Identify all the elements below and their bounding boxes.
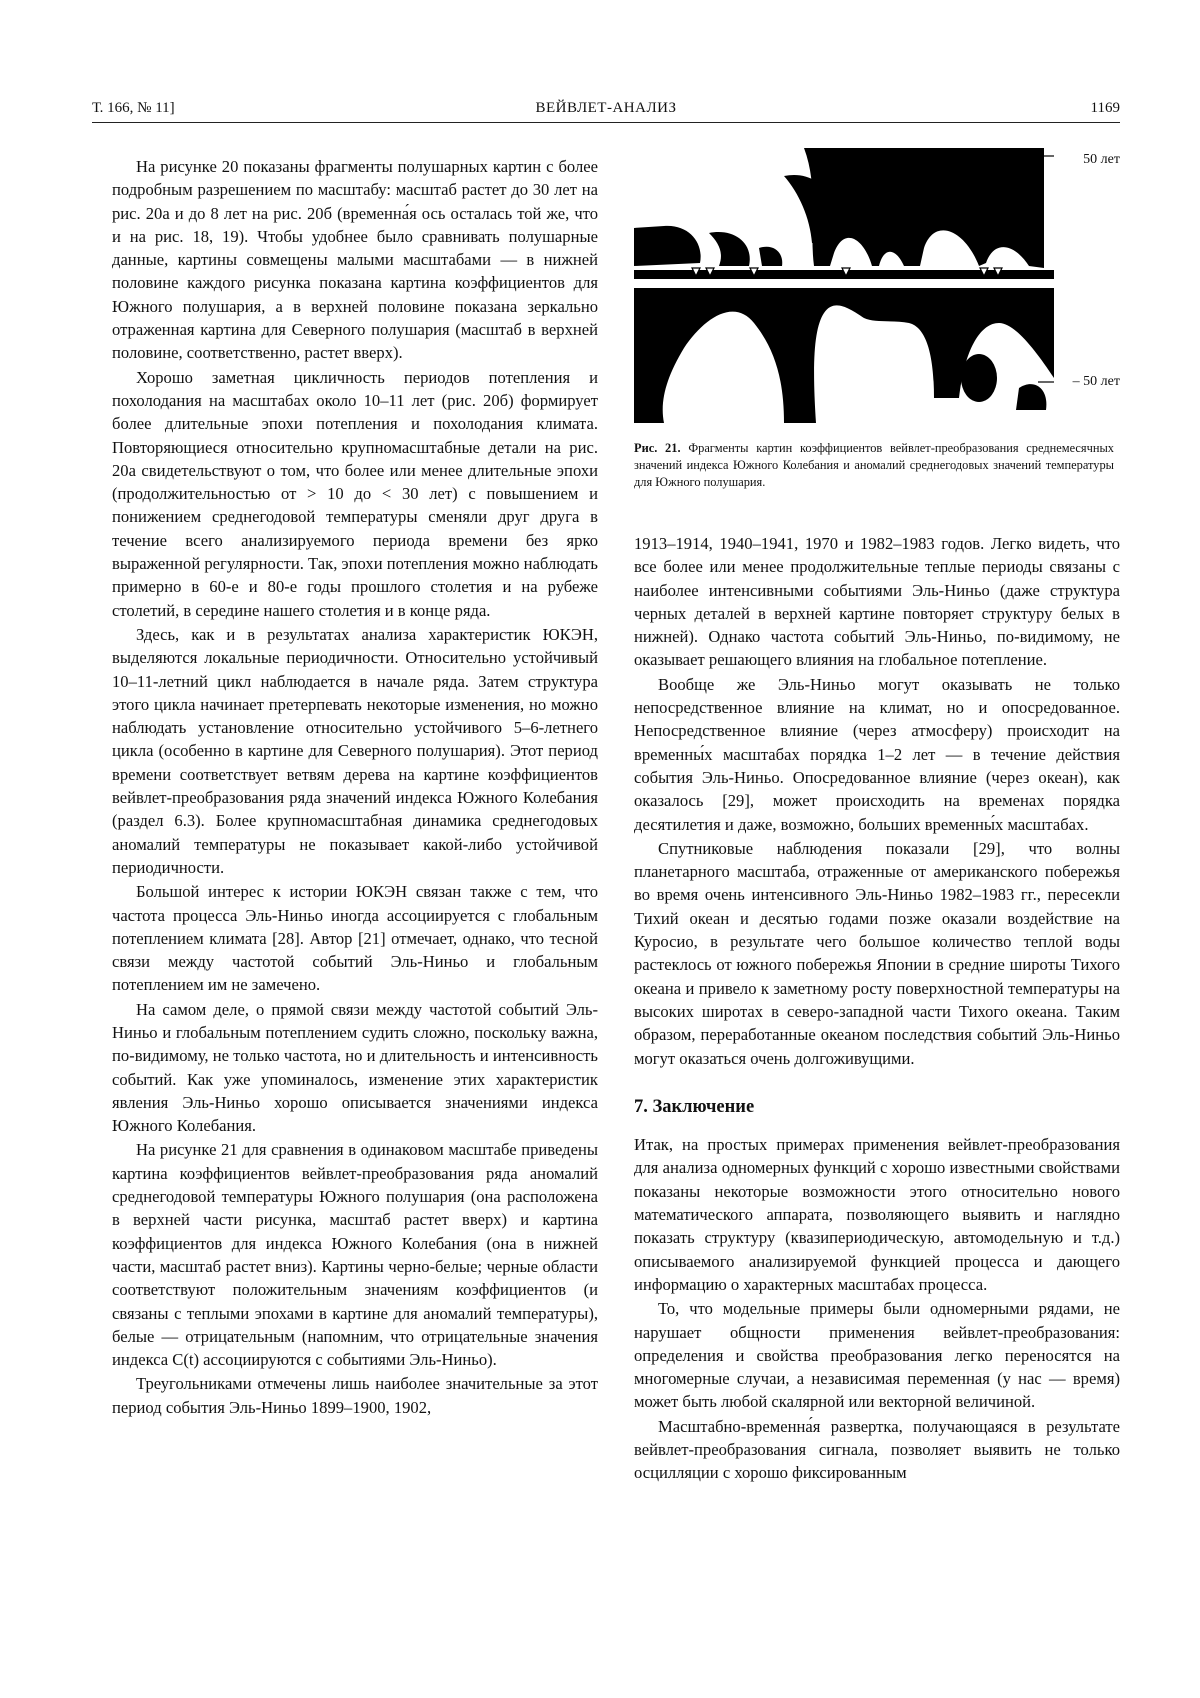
wavelet-coefficient-image <box>634 148 1054 423</box>
page-number: 1169 <box>1090 100 1120 116</box>
paragraph: Треугольниками отмечены лишь наиболее значительные за этот период события Эль-Ниньо 1899–1900, 1902, <box>112 1374 598 1417</box>
paragraph: На самом деле, о прямой связи между частотой событий Эль-Ниньо и глобальным потеплением судить сложно, поскольку важна, по-видимому, не только частота, но и длительность и интенсивность событий. Как уже упоминалось, изменение этих характеристик явления Эль-Ниньо хорошо описывается значениями индекса Южного Колебания. <box>112 999 598 1136</box>
caption-label: Рис. 21. <box>634 441 681 455</box>
journal-reference: Т. 166, № 11] <box>92 100 175 116</box>
running-header <box>92 100 1120 123</box>
section-title: ВЕЙВЛЕТ-АНАЛИЗ <box>535 100 677 116</box>
scale-bottom-label: – 50 лет <box>1072 374 1120 389</box>
paragraph: Здесь, как и в результатах анализа характеристик ЮКЭН, выделяются локальные периодичности. Относительно устойчивый 10–11-летний цикл наблюдается в начале ряда. Затем структура этого цикла начинает претерпевать некоторые изменения, но можно наблюдать установление относительно устойчивого 5–6-летнего цикла (особенно в картине для Северного полушария). Этот период времени соответствует ветвям дерева на картине коэффициентов вейвлет-преобразования ряда значений индекса Южного Колебания (раздел 6.3). Более крупномасштабная динамика среднегодовых аномалий температуры не показывает какой-либо устойчивой периодичности. <box>112 624 598 877</box>
paragraph: Вообще же Эль-Ниньо могут оказывать не только непосредственное влияние на климат, но и опосредованное. Непосредственное влияние (через атмосферу) происходит на временны́х масштабах порядка 1–2 лет — в течение действия события Эль-Ниньо. Опосредованное влияние (через океан), как оказалось [29], может происходить на временах порядка десятилетия и даже, возможно, больших временны́х масштабах. <box>634 674 1120 834</box>
caption-text: Фрагменты картин коэффициентов вейвлет-преобразования среднемесячных значений индекса Южного Колебания и аномалий среднегодовых значений температуры для Южного полушария. <box>634 441 1114 489</box>
paragraph: Итак, на простых примерах применения вейвлет-преобразования для анализа одномерных функций с хорошо известными свойствами показаны некоторые возможности этого относительно нового математического аппарата, позволяющего выявить и наглядно показать структуру (квазипериодическую, автомодельную и т.д.) описываемого анализируемой функцией процесса и дающего информацию о характерных масштабах процесса. <box>634 1135 1120 1294</box>
paragraph: То, что модельные примеры были одномерными рядами, не нарушает общности применения вейвлет-преобразования: определения и свойства преобразования легко переносятся на многомерные случаи, а независимая переменная (у нас — время) может быть любой скалярной или векторной величиной. <box>634 1299 1120 1412</box>
section-heading: 7. Заключение <box>634 1096 755 1117</box>
paragraph: На рисунке 20 показаны фрагменты полушарных картин с более подробным разрешением по масштабу: масштаб растет до 30 лет на рис. 20а и до 8 лет на рис. 20б (временна́я ось осталась той же, что и на рис. 18, 19). Чтобы удобнее было сравнивать полушарные данные, картины совмещены малыми масштабами — в нижней половине каждого рисунка показана картина коэффициентов для Южного полушария, а в верхней половине показана зеркально отраженная картина для Северного полушария (масштаб в верхней половине, соответственно, растет вверх). <box>112 157 598 363</box>
paragraph: На рисунке 21 для сравнения в одинаковом масштабе приведены картина коэффициентов вейвлет-преобразования ряда аномалий среднегодовой температуры Южного полушария (она расположена в верхней части рисунка, масштаб растет вверх) и картина коэффициентов для индекса Южного Колебания (она в нижней части, масштаб растет вниз). Картины черно-белые; черные области соответствуют положительным значениям коэффициентов (и связаны с теплыми эпохами в картине для аномалий температуры), белые — отрицательным (напомним, что отрицательные значения индекса C(t) ассоциируются с событиями Эль-Ниньо). <box>112 1140 598 1370</box>
right-column <box>634 532 1120 1486</box>
paragraph: Спутниковые наблюдения показали [29], что волны планетарного масштаба, отраженные от американского побережья во время очень интенсивного Эль-Ниньо 1982–1983 гг., пересекли Тихий океан и десятью годами позже оказали воздействие на Куросио, в результате чего большое количество теплой воды растеклось от южного побережья Японии в средние широты Тихого океана и привело к заметному росту поверхностной температуры на высоких широтах в северо-западной части Тихого океана. Таким образом, переработанные океаном последствия событий Эль-Ниньо могут оказаться очень долгоживущими. <box>634 838 1120 1068</box>
paragraph: Масштабно-временна́я развертка, получающаяся в результате вейвлет-преобразования сигнала, позволяет выявить не только осцилляции с хорошо фиксированным <box>634 1416 1120 1483</box>
paragraph: Хорошо заметная цикличность периодов потепления и похолодания на масштабах около 10–11 лет (рис. 20б) формирует более длительные эпохи потепления и похолодания климата. Повторяющиеся относительно крупномасштабные детали на рис. 20а свидетельствуют о том, что более или менее длительные эпохи (продолжительностью от > 10 до < 30 лет) с повышением и понижением среднегодовой температуры сменяли друг друга в течение всего анализируемого периода времени без ярко выраженной регулярности. Так, эпохи потепления можно наблюдать примерно в 60-е и 80-е годы прошлого столетия и на рубеже столетий, в середине нашего столетия и в конце ряда. <box>112 367 598 620</box>
left-column <box>112 155 598 1420</box>
paragraph: Большой интерес к истории ЮКЭН связан также с тем, что частота процесса Эль-Ниньо иногда ассоциируется с глобальным потеплением климата [28]. Автор [21] отмечает, однако, что тесной связи между частотой событий Эль-Ниньо и глобальным потеплением им не замечено. <box>112 882 598 995</box>
figure-caption <box>634 440 1114 491</box>
scale-top-label: 50 лет <box>1083 152 1120 167</box>
paragraph: 1913–1914, 1940–1941, 1970 и 1982–1983 годов. Легко видеть, что все более или менее продолжительные теплые периоды связаны с наиболее интенсивными событиями Эль-Ниньо (даже структура черных деталей в верхней картине повторяет структуру белых в нижней). Однако частота событий Эль-Ниньо, по-видимому, не оказывает решающего влияния на глобальное потепление. <box>634 534 1120 670</box>
